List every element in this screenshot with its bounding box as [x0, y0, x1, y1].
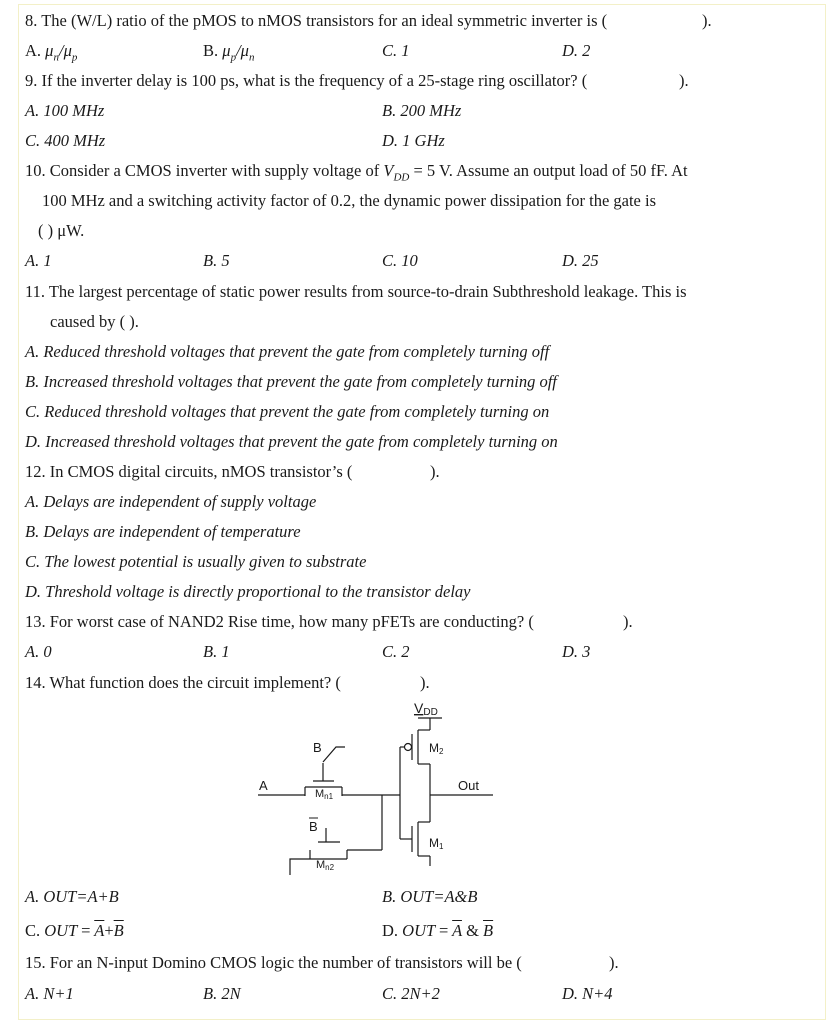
q13-option-d: D. 3: [562, 642, 591, 661]
mn2-label: [316, 859, 335, 872]
q11-text-1: The largest percentage of static power results from source-to-drain Subthreshold leakage. This is: [48, 282, 687, 301]
q12-option-c: C. The lowest potential is usually given to substrate: [25, 552, 367, 571]
q10-option-a: A. 1: [25, 251, 52, 270]
q8-text: The (W/L) ratio of the pMOS to nMOS transistors for an ideal symmetric inverter is (: [41, 11, 608, 30]
q10-option-b: B. 5: [203, 251, 230, 270]
q12-text: In CMOS digital circuits, nMOS transistor’s (: [49, 462, 353, 481]
q14-d-op: &: [466, 921, 479, 940]
q14-stem: [25, 673, 341, 693]
mn2-label-sub: n2: [325, 863, 335, 872]
q14-d-eq: =: [439, 921, 449, 940]
q13-option-b: B. 1: [203, 642, 230, 661]
q10-option-c: C. 10: [382, 251, 418, 270]
q12-close: ).: [430, 462, 440, 481]
q14-option-c: [25, 921, 124, 941]
q14-option-a: A. OUT=A+B: [25, 887, 119, 906]
q9-stem: [25, 71, 587, 91]
q8-a-sub2: p: [71, 51, 78, 64]
q11-option-d: D. Increased threshold voltages that prevent the gate from completely turning on: [25, 432, 558, 451]
q14-number: 14.: [25, 673, 46, 692]
q14-d-b-bar: $\overline{B}$: [483, 921, 494, 940]
q15-option-a: A. N+1: [25, 984, 74, 1003]
q8-a-sub1: n: [53, 51, 59, 64]
q10-option-d: D. 25: [562, 251, 599, 270]
q9-option-a: A. 100 MHz: [25, 101, 105, 120]
q8-b-mu2: μ: [240, 41, 249, 60]
q8-a-prefix: A.: [25, 41, 42, 60]
q10-stem-line3: ( ) μW.: [38, 221, 85, 240]
q8-a-mu1: μ: [45, 41, 54, 60]
m2-label-sub: 2: [439, 747, 444, 756]
input-a-label: A: [259, 778, 268, 793]
q15-text: For an N-input Domino CMOS logic the number of transistors will be (: [49, 953, 522, 972]
q8-a-mu2: μ: [63, 41, 72, 60]
q14-option-b: B. OUT=A&B: [382, 887, 478, 906]
q9-number: 9.: [25, 71, 38, 90]
q13-close: ).: [623, 612, 633, 631]
q14-d-prefix: D.: [382, 921, 399, 940]
q11-option-a: A. Reduced threshold voltages that prevent the gate from completely turning off: [25, 342, 550, 361]
q8-close: ).: [702, 11, 712, 30]
q14-text: What function does the circuit implement? (: [49, 673, 341, 692]
q13-option-c: C. 2: [382, 642, 410, 661]
q9-text: If the inverter delay is 100 ps, what is the frequency of a 25-stage ring oscillator? (: [41, 71, 588, 90]
q12-option-d: D. Threshold voltage is directly proportional to the transistor delay: [25, 582, 471, 601]
q10-vdd: V: [383, 161, 394, 180]
q10-vdd-sub: DD: [393, 171, 410, 184]
mn1-label: [315, 788, 334, 801]
m1-label-sub: 1: [439, 842, 444, 851]
input-b-bottom-label: B: [309, 819, 318, 834]
mn2-supply-wire: [290, 859, 310, 875]
q13-text: For worst case of NAND2 Rise time, how many pFETs are conducting? (: [49, 612, 534, 631]
q13-stem: [25, 612, 534, 632]
q12-option-a: A. Delays are independent of supply voltage: [25, 492, 317, 511]
q10-text-1a: Consider a CMOS inverter with supply voltage of: [49, 161, 384, 180]
q14-c-op: +: [104, 921, 114, 940]
q8-option-d: D. 2: [562, 41, 591, 60]
q15-stem: [25, 953, 522, 973]
q15-close: ).: [609, 953, 619, 972]
m1-label-main: M: [429, 836, 439, 850]
q14-c-lhs: OUT: [44, 921, 77, 940]
q8-option-b: B. $\mu_p/\mu_n$: [203, 41, 255, 64]
q9-option-d: D. 1 GHz: [382, 131, 445, 150]
m2-label-main: M: [429, 741, 439, 755]
q10-number: 10.: [25, 161, 46, 180]
q8-stem: [25, 11, 607, 31]
circuit-diagram: [250, 700, 500, 878]
q14-c-prefix: C.: [25, 921, 41, 940]
q8-b-prefix: B.: [203, 41, 219, 60]
q8-b-sub2: n: [248, 51, 255, 64]
m2-bubble: [405, 744, 412, 751]
q14-option-d: [382, 921, 493, 941]
q10-text-1b: = 5 V. Assume an output load of 50 fF. At: [409, 161, 688, 180]
q14-c-a-bar: $\overline{A}$: [94, 921, 105, 940]
q11-stem-line2: caused by ( ).: [50, 312, 139, 331]
q12-option-b: B. Delays are independent of temperature: [25, 522, 301, 541]
q8-option-a: A. $\mu_n/\mu_p$: [25, 41, 78, 64]
vdd-label-main: V: [414, 700, 424, 716]
b-input-top-wire: [323, 747, 345, 762]
q15-option-d: D. N+4: [562, 984, 613, 1003]
vdd-label: [414, 700, 438, 718]
q8-number: 8.: [25, 11, 38, 30]
q11-option-b: B. Increased threshold voltages that prevent the gate from completely turning off: [25, 372, 557, 391]
m1-label: [429, 836, 444, 851]
m2-label: [429, 741, 444, 756]
q15-option-b: B. 2N: [203, 984, 241, 1003]
q8-b-sub1: p: [230, 51, 237, 64]
q13-option-a: A. 0: [25, 642, 52, 661]
q14-c-eq: =: [81, 921, 91, 940]
q9-close: ).: [679, 71, 689, 90]
q15-number: 15.: [25, 953, 46, 972]
q8-b-mu1: μ: [222, 41, 231, 60]
mn2-label-main: M: [316, 859, 326, 871]
mn1-label-sub: n1: [324, 792, 334, 801]
q12-stem: [25, 462, 352, 482]
vdd-label-sub: DD: [423, 707, 438, 718]
q10-stem-line1: [25, 161, 688, 187]
q15-option-c: C. 2N+2: [382, 984, 440, 1003]
q14-d-lhs: OUT: [402, 921, 435, 940]
q12-number: 12.: [25, 462, 46, 481]
q14-close: ).: [420, 673, 430, 692]
q11-number: 11.: [25, 282, 46, 301]
q11-stem-line1: [25, 282, 687, 302]
q14-c-b-bar: $\overline{B}$: [113, 921, 124, 940]
q14-d-a-bar: $\overline{A}$: [452, 921, 462, 940]
q11-option-c: C. Reduced threshold voltages that prevent the gate from completely turning on: [25, 402, 550, 421]
q13-number: 13.: [25, 612, 46, 631]
q8-option-c: C. 1: [382, 41, 410, 60]
q9-option-b: B. 200 MHz: [382, 101, 462, 120]
input-b-top-label: B: [313, 740, 322, 755]
q9-option-c: C. 400 MHz: [25, 131, 106, 150]
output-label: Out: [458, 778, 479, 793]
mn1-label-main: M: [315, 788, 325, 800]
q10-stem-line2: 100 MHz and a switching activity factor of 0.2, the dynamic power dissipation for the gate is: [42, 191, 657, 210]
